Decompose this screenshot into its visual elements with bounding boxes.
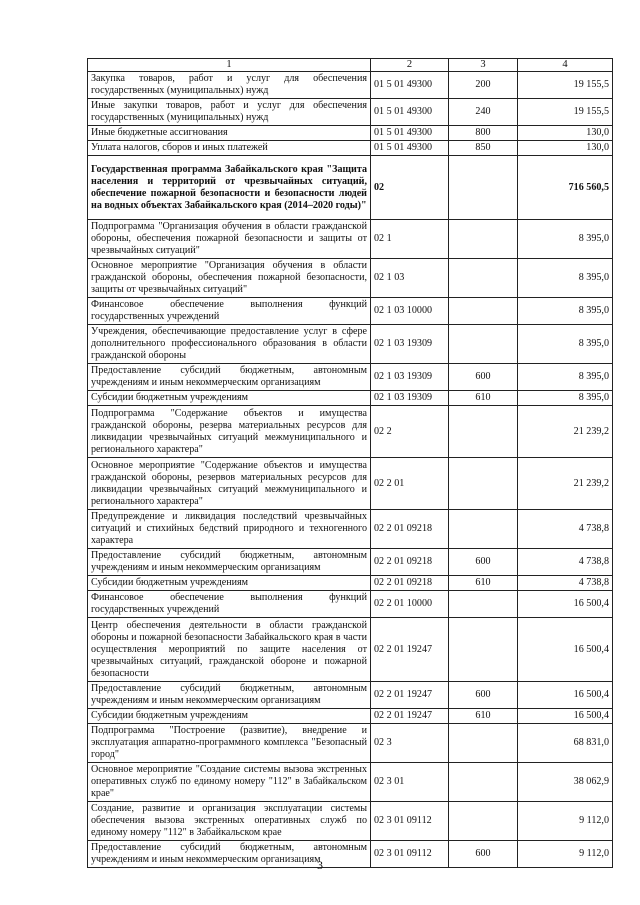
row-type-cell: 610 — [449, 576, 518, 591]
row-name-cell: Предоставление субсидий бюджетным, автономным учреждениям и иным некоммерческим организациям — [88, 549, 371, 576]
row-name-cell: Финансовое обеспечение выполнения функций государственных учреждений — [88, 298, 371, 325]
table-row — [88, 549, 613, 576]
row-name-cell: Иные бюджетные ассигнования — [88, 126, 371, 141]
row-code-cell: 01 5 01 49300 — [371, 126, 449, 141]
row-name-cell: Закупка товаров, работ и услуг для обеспечения государственных (муниципальных) нужд — [88, 72, 371, 99]
row-type-cell: 600 — [449, 841, 518, 868]
row-code-cell: 02 3 01 09112 — [371, 802, 449, 841]
row-name-cell: Субсидии бюджетным учреждениям — [88, 709, 371, 724]
row-code-cell: 02 3 01 — [371, 763, 449, 802]
row-sum-cell: 8 395,0 — [518, 391, 613, 406]
row-code-cell: 02 1 — [371, 220, 449, 259]
table-row — [88, 259, 613, 298]
row-type-cell — [449, 325, 518, 364]
table-row — [88, 682, 613, 709]
row-type-cell — [449, 298, 518, 325]
row-sum-cell: 16 500,4 — [518, 709, 613, 724]
row-sum-cell: 21 239,2 — [518, 458, 613, 510]
table-row — [88, 618, 613, 682]
row-sum-cell: 8 395,0 — [518, 298, 613, 325]
row-type-cell — [449, 406, 518, 458]
row-type-cell: 850 — [449, 141, 518, 156]
row-name-cell: Основное мероприятие "Создание системы вызова экстренных оперативных служб по единому номеру "112" в Забайкальском крае" — [88, 763, 371, 802]
row-type-cell: 600 — [449, 364, 518, 391]
row-sum-cell: 21 239,2 — [518, 406, 613, 458]
row-sum-cell: 8 395,0 — [518, 364, 613, 391]
row-code-cell: 02 2 01 19247 — [371, 618, 449, 682]
row-type-cell — [449, 763, 518, 802]
budget-table-body — [88, 59, 613, 868]
row-name-cell: Государственная программа Забайкальского края "Защита населения и территорий от чрезвычайных ситуаций, обеспечение пожарной безопасности и безопасности людей на водных объектах Забайкальского края (2014–2020 годы)" — [88, 156, 371, 220]
row-name-cell: Предоставление субсидий бюджетным, автономным учреждениям и иным некоммерческим организациям — [88, 841, 371, 868]
row-code-cell: 02 2 01 10000 — [371, 591, 449, 618]
row-type-cell: 610 — [449, 391, 518, 406]
budget-table — [87, 58, 613, 868]
row-code-cell: 01 5 01 49300 — [371, 141, 449, 156]
header-col-4: 4 — [518, 59, 613, 72]
row-name-cell: Уплата налогов, сборов и иных платежей — [88, 141, 371, 156]
table-row — [88, 156, 613, 220]
row-type-cell — [449, 618, 518, 682]
table-row — [88, 591, 613, 618]
row-sum-cell: 130,0 — [518, 126, 613, 141]
row-name-cell: Подпрограмма "Построение (развитие), внедрение и эксплуатация аппаратно-программного комплекса "Безопасный город" — [88, 724, 371, 763]
row-name-cell: Предупреждение и ликвидация последствий чрезвычайных ситуаций и стихийных бедствий природного и техногенного характера — [88, 510, 371, 549]
table-row — [88, 709, 613, 724]
row-sum-cell: 9 112,0 — [518, 841, 613, 868]
row-code-cell: 01 5 01 49300 — [371, 72, 449, 99]
row-sum-cell: 4 738,8 — [518, 549, 613, 576]
header-col-3: 3 — [449, 59, 518, 72]
row-sum-cell: 130,0 — [518, 141, 613, 156]
row-sum-cell: 19 155,5 — [518, 72, 613, 99]
row-sum-cell: 16 500,4 — [518, 591, 613, 618]
row-type-cell — [449, 724, 518, 763]
row-name-cell: Создание, развитие и организация эксплуатации системы обеспечения вызова экстренных оперативных служб по единому номеру "112" в Забайкальском крае — [88, 802, 371, 841]
table-row — [88, 510, 613, 549]
row-name-cell: Основное мероприятие "Организация обучения в области гражданской обороны, обеспечения пожарной безопасности, защиты от чрезвычайных ситуаций" — [88, 259, 371, 298]
row-name-cell: Подпрограмма "Организация обучения в области гражданской обороны, обеспечения пожарной безопасности и защиты от чрезвычайных ситуаций" — [88, 220, 371, 259]
row-sum-cell: 8 395,0 — [518, 220, 613, 259]
row-name-cell: Предоставление субсидий бюджетным, автономным учреждениям и иным некоммерческим организациям — [88, 364, 371, 391]
row-sum-cell: 38 062,9 — [518, 763, 613, 802]
row-code-cell: 02 2 01 — [371, 458, 449, 510]
row-code-cell: 01 5 01 49300 — [371, 99, 449, 126]
row-sum-cell: 4 738,8 — [518, 510, 613, 549]
header-col-2: 2 — [371, 59, 449, 72]
row-code-cell: 02 1 03 10000 — [371, 298, 449, 325]
row-name-cell: Финансовое обеспечение выполнения функций государственных учреждений — [88, 591, 371, 618]
row-code-cell: 02 2 01 09218 — [371, 576, 449, 591]
row-name-cell: Учреждения, обеспечивающие предоставление услуг в сфере дополнительного профессионального образования в области гражданской обороны — [88, 325, 371, 364]
row-code-cell: 02 1 03 — [371, 259, 449, 298]
row-sum-cell: 9 112,0 — [518, 802, 613, 841]
row-name-cell: Основное мероприятие "Содержание объектов и имущества гражданской обороны, резервов материальных ресурсов для ликвидации чрезвычайных ситуаций межмуниципального и регионального характера" — [88, 458, 371, 510]
table-row — [88, 391, 613, 406]
table-row — [88, 724, 613, 763]
row-code-cell: 02 3 01 09112 — [371, 841, 449, 868]
row-name-cell: Предоставление субсидий бюджетным, автономным учреждениям и иным некоммерческим организациям — [88, 682, 371, 709]
table-row — [88, 126, 613, 141]
row-sum-cell: 16 500,4 — [518, 682, 613, 709]
row-sum-cell: 19 155,5 — [518, 99, 613, 126]
row-type-cell: 600 — [449, 682, 518, 709]
table-row — [88, 763, 613, 802]
row-name-cell: Субсидии бюджетным учреждениям — [88, 391, 371, 406]
page-number: 3 — [317, 858, 323, 872]
row-name-cell: Субсидии бюджетным учреждениям — [88, 576, 371, 591]
row-sum-cell: 68 831,0 — [518, 724, 613, 763]
row-sum-cell: 4 738,8 — [518, 576, 613, 591]
row-sum-cell: 716 560,5 — [518, 156, 613, 220]
row-type-cell — [449, 259, 518, 298]
table-row — [88, 364, 613, 391]
row-sum-cell: 8 395,0 — [518, 325, 613, 364]
table-header-row — [88, 59, 613, 72]
header-col-1: 1 — [88, 59, 371, 72]
row-type-cell — [449, 591, 518, 618]
row-type-cell — [449, 156, 518, 220]
table-row — [88, 576, 613, 591]
table-row — [88, 458, 613, 510]
table-row — [88, 406, 613, 458]
row-code-cell: 02 2 01 19247 — [371, 709, 449, 724]
row-type-cell: 800 — [449, 126, 518, 141]
row-type-cell: 610 — [449, 709, 518, 724]
row-type-cell — [449, 802, 518, 841]
row-code-cell: 02 1 03 19309 — [371, 364, 449, 391]
table-row — [88, 802, 613, 841]
row-name-cell: Центр обеспечения деятельности в области гражданской обороны и пожарной безопасности Забайкальского края в части осуществления мероприятий по защите населения от чрезвычайных ситуаций, гражданской обороне и пожарной безопасности — [88, 618, 371, 682]
row-type-cell — [449, 510, 518, 549]
row-sum-cell: 16 500,4 — [518, 618, 613, 682]
budget-table-page — [87, 58, 612, 868]
row-name-cell: Иные закупки товаров, работ и услуг для обеспечения государственных (муниципальных) нужд — [88, 99, 371, 126]
table-row — [88, 325, 613, 364]
table-row — [88, 220, 613, 259]
row-code-cell: 02 1 03 19309 — [371, 391, 449, 406]
row-type-cell: 240 — [449, 99, 518, 126]
row-name-cell: Подпрограмма "Содержание объектов и имущества гражданской обороны, резерва материальных ресурсов для ликвидации чрезвычайных ситуаций межмуниципального и регионального характера" — [88, 406, 371, 458]
row-sum-cell: 8 395,0 — [518, 259, 613, 298]
row-code-cell: 02 2 01 09218 — [371, 510, 449, 549]
table-row — [88, 72, 613, 99]
row-type-cell: 200 — [449, 72, 518, 99]
row-type-cell — [449, 220, 518, 259]
row-code-cell: 02 2 01 09218 — [371, 549, 449, 576]
table-row — [88, 141, 613, 156]
table-row — [88, 99, 613, 126]
row-code-cell: 02 2 01 19247 — [371, 682, 449, 709]
row-type-cell — [449, 458, 518, 510]
row-code-cell: 02 — [371, 156, 449, 220]
row-code-cell: 02 2 — [371, 406, 449, 458]
row-code-cell: 02 1 03 19309 — [371, 325, 449, 364]
row-type-cell: 600 — [449, 549, 518, 576]
row-code-cell: 02 3 — [371, 724, 449, 763]
table-row — [88, 298, 613, 325]
